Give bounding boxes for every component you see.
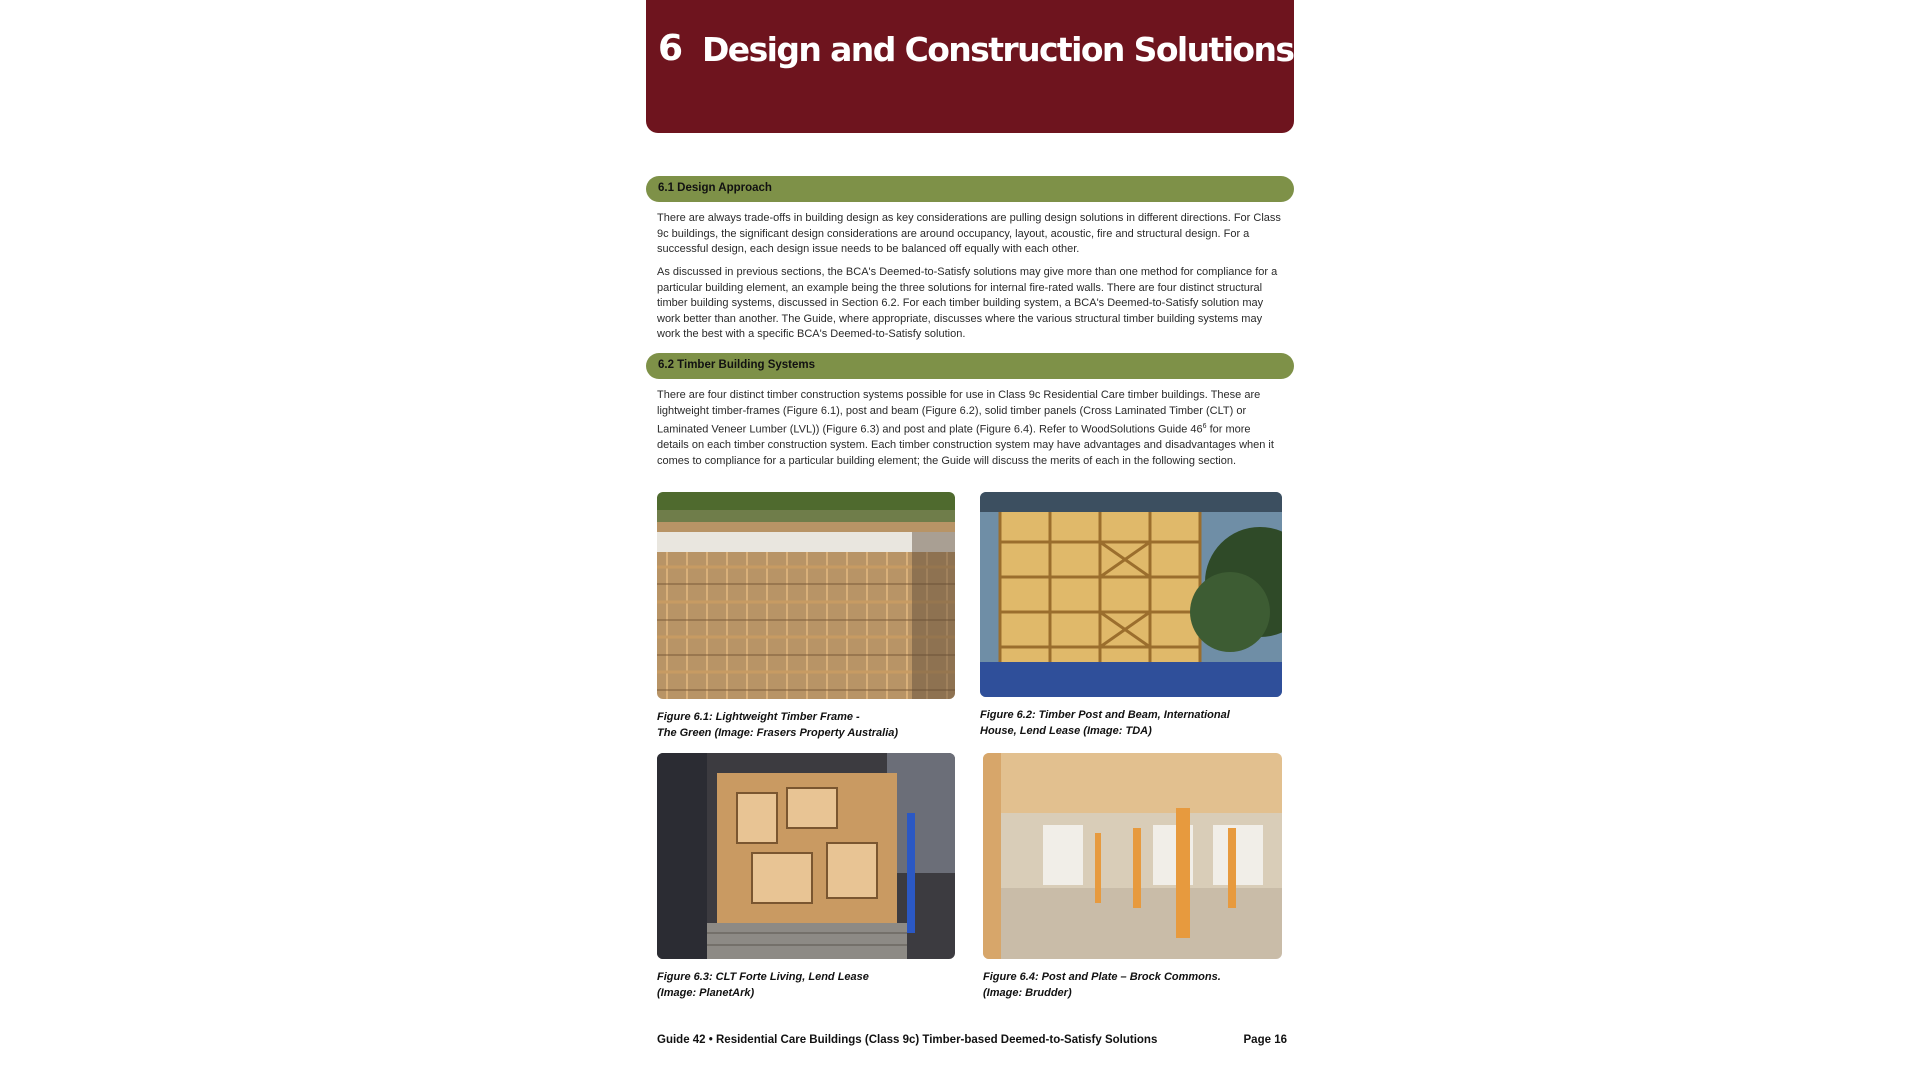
page-footer xyxy=(657,1034,1287,1046)
paragraph-timber-systems xyxy=(657,388,1285,470)
section-heading-bar-6-1 xyxy=(646,176,1294,202)
figure-6-4-caption-line2: (Image: Brudder) xyxy=(983,987,1072,999)
figure-6-4-caption xyxy=(983,969,1221,1001)
chapter-number: 6 xyxy=(658,28,683,69)
figure-6-3-caption-line2: (Image: PlanetArk) xyxy=(657,987,755,999)
section-heading-bar-6-2 xyxy=(646,353,1294,379)
figure-6-4-caption-line1: Figure 6.4: Post and Plate – Brock Commons. xyxy=(983,971,1221,983)
document-page xyxy=(646,0,1294,1080)
figure-6-1-caption-line2: The Green (Image: Frasers Property Australia) xyxy=(657,727,899,739)
footer-guide-title: Guide 42 • Residential Care Buildings (Class 9c) Timber-based Deemed-to-Satisfy Solutions xyxy=(657,1034,1158,1046)
page-number: Page 16 xyxy=(1243,1034,1287,1046)
figure-6-4-photo xyxy=(983,753,1282,959)
figure-6-3-caption-line1: Figure 6.3: CLT Forte Living, Lend Lease xyxy=(657,971,869,983)
figure-6-3-caption xyxy=(657,969,869,1001)
figure-6-1-photo xyxy=(657,492,955,699)
paragraph-design-approach-2: As discussed in previous sections, the BCA's Deemed-to-Satisfy solutions may give more than one method for compliance for a particular building element, an example being the three solutions for internal fire-rated walls. There are four distinct structural timber building systems, discussed in Section 6.2. For each timber building system, a BCA's Deemed-to-Satisfy solution may work better than another. The Guide, where appropriate, discusses where the various structural timber building systems may work the best with a specific BCA's Deemed-to-Satisfy solution. xyxy=(657,266,1278,341)
figure-6-2-caption xyxy=(980,707,1230,739)
figure-6-2-caption-line2: House, Lend Lease (Image: TDA) xyxy=(980,725,1152,737)
paragraph-timber-systems-part1: There are four distinct timber construction systems possible for use in Class 9c Residential Care timber buildings. These are lightweight timber-frames (Figure 6.1), post and beam (Figure 6.2), solid timber panels (Cross Laminated Timber (CLT) or Laminated Veneer Lumber (LVL)) (Figure 6.3) and post and plate (Figure 6.4). Refer to WoodSolutions Guide 46 xyxy=(657,389,1261,436)
figure-6-2-caption-line1: Figure 6.2: Timber Post and Beam, International xyxy=(980,709,1230,721)
chapter-title: Design and Construction Solutions xyxy=(702,30,1294,69)
figure-6-3-photo xyxy=(657,753,955,959)
figure-6-2-photo xyxy=(980,492,1282,697)
section-heading-6-2: 6.2 Timber Building Systems xyxy=(658,359,816,371)
footnote-reference: 6 xyxy=(1202,423,1207,431)
section-heading-6-1: 6.1 Design Approach xyxy=(658,182,772,194)
paragraph-design-approach-1: There are always trade-offs in building design as key considerations are pulling design solutions in different directions. For Class 9c buildings, the significant design considerations are around occupancy, layout, acoustic, fire and structural design. For a successful design, each design issue needs to be balanced off equally with each other. xyxy=(657,212,1281,256)
figure-6-1-caption-line1: Figure 6.1: Lightweight Timber Frame - xyxy=(657,711,860,723)
paragraph-timber-systems-part2: for more details on each timber construction system. Each timber construction system may have advantages and disadvantages when it comes to compliance for a particular building element; the Guide will discuss the merits of each in the following section. xyxy=(657,423,1274,468)
chapter-banner xyxy=(646,0,1294,133)
figure-6-1-caption xyxy=(657,709,898,741)
